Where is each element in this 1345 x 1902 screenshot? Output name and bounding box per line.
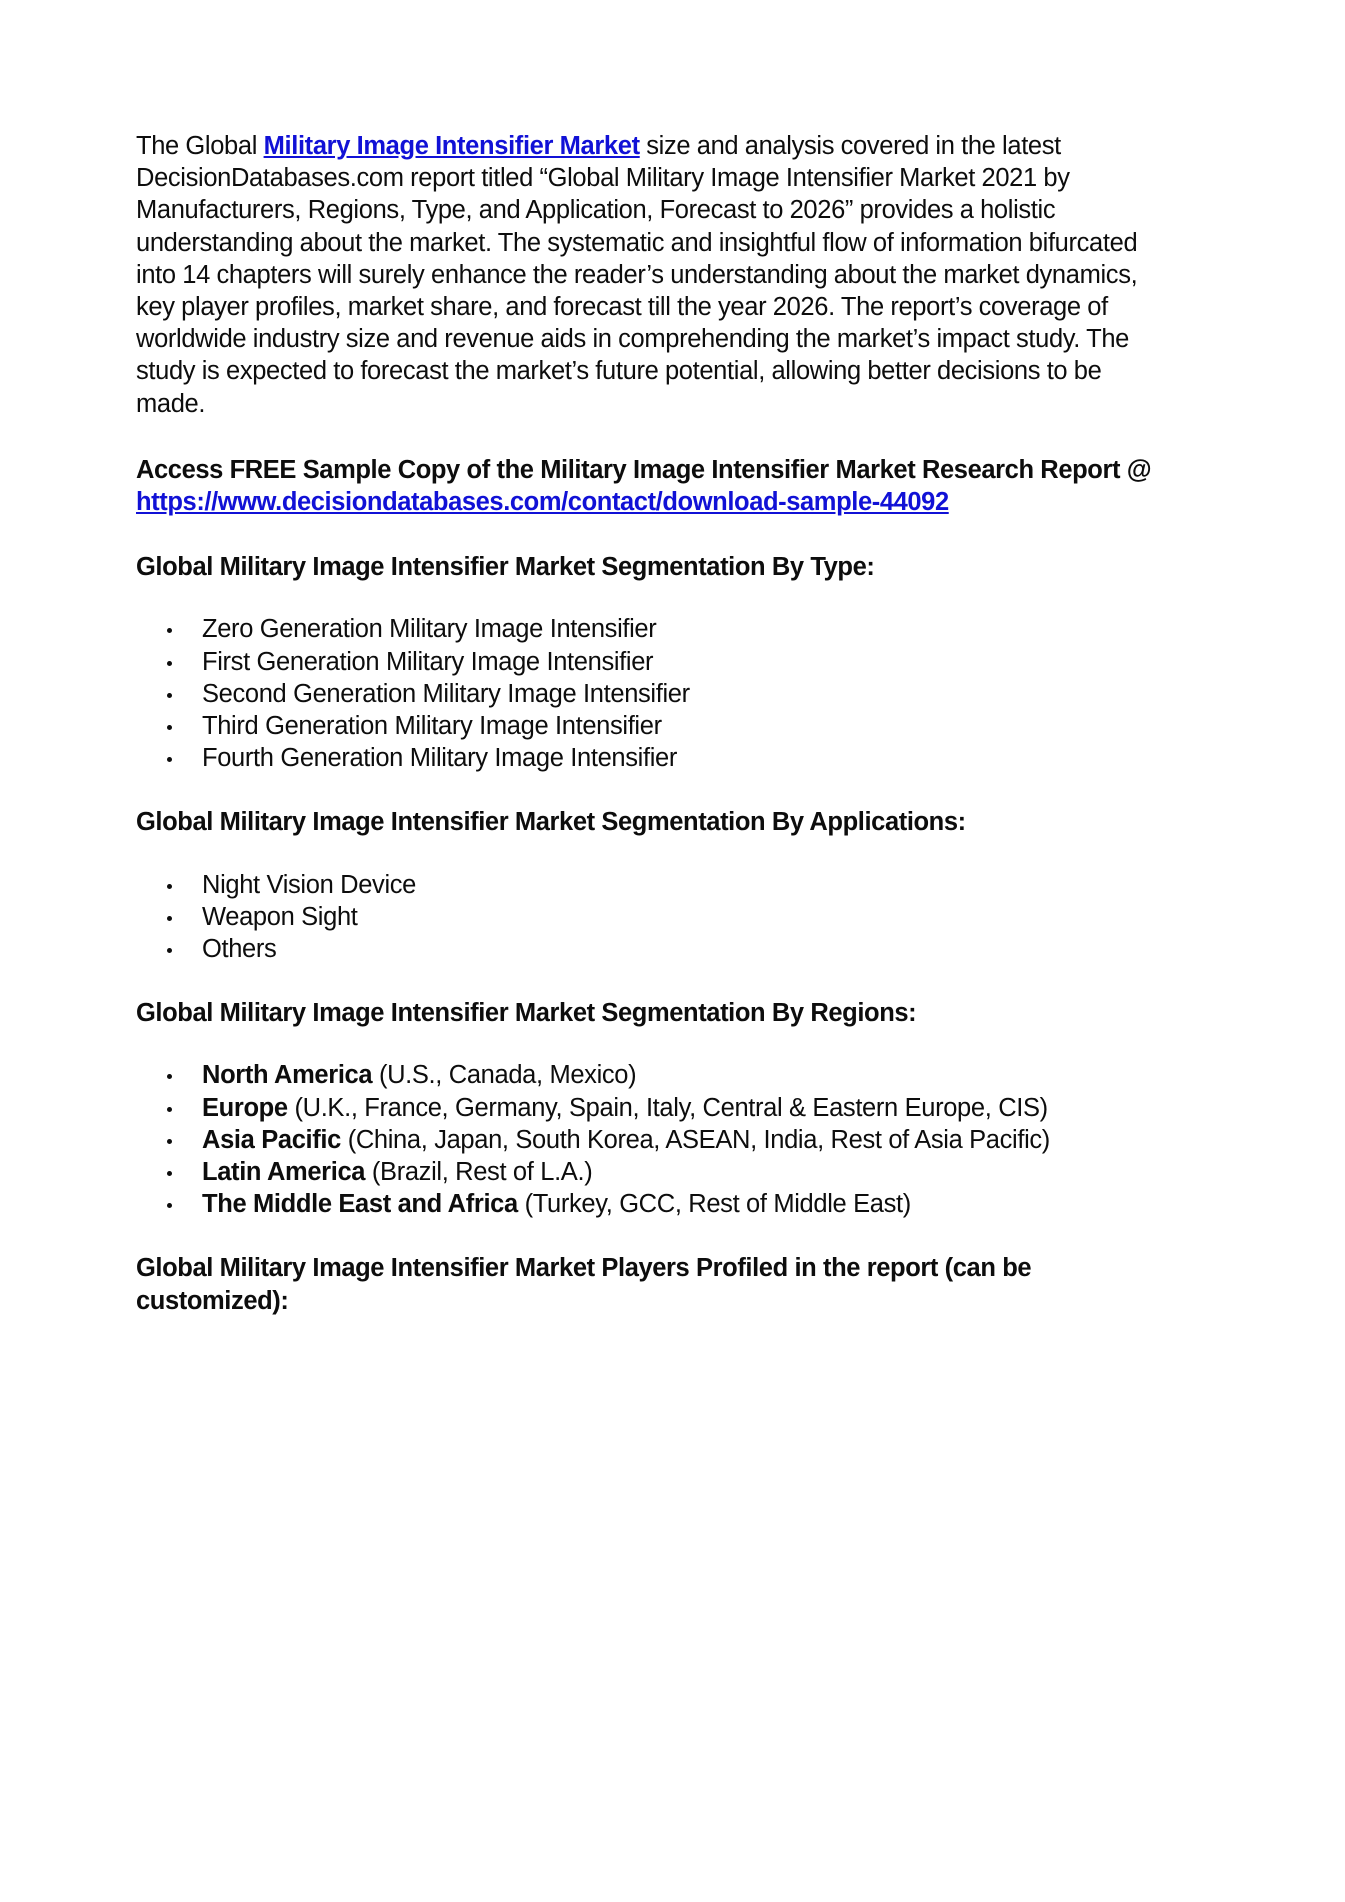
region-countries: (U.K., France, Germany, Spain, Italy, Central & Eastern Europe, CIS) [287,1093,1048,1122]
list-item [164,1156,1155,1188]
region-countries: (Turkey, GCC, Rest of Middle East) [517,1190,911,1219]
segmentation-by-regions-heading: Global Military Image Intensifier Market Segmentation By Regions: [136,999,917,1028]
region-name: Europe [202,1093,288,1122]
intro-prefix: The Global [136,132,264,160]
list-item [164,869,1155,901]
segmentation-by-applications-list [136,869,1155,966]
region-countries: (U.S., Canada, Mexico) [372,1061,637,1090]
list-item-label: First Generation Military Image Intensifier [202,647,654,676]
region-countries: (China, Japan, South Korea, ASEAN, India, Rest of Asia Pacific) [340,1125,1050,1154]
region-name: Asia Pacific [202,1125,341,1154]
players-profiled-heading: Global Military Image Intensifier Market Players Profiled in the report (can be customized): [136,1254,1032,1315]
region-name: North America [202,1061,373,1090]
list-item-label: Third Generation Military Image Intensifier [202,712,662,741]
sample-access-label: Access FREE Sample Copy of the Military Image Intensifier Market Research Report @ [136,455,1152,484]
list-item-label: Zero Generation Military Image Intensifier [202,615,657,644]
list-item [164,901,1155,933]
list-item-label: Weapon Sight [202,902,358,931]
download-sample-url-link[interactable]: https://www.decisiondatabases.com/contact/download-sample-44092 [136,488,949,517]
list-item [164,678,1155,710]
list-item-label: Fourth Generation Military Image Intensifier [202,744,677,773]
list-item [164,646,1155,678]
region-name: The Middle East and Africa [202,1190,518,1219]
list-item [164,1059,1155,1091]
list-item [164,933,1155,965]
segmentation-by-type-heading: Global Military Image Intensifier Market Segmentation By Type: [136,553,875,582]
intro-paragraph [136,130,1155,420]
sample-access-paragraph [136,454,1155,518]
list-item-label: Second Generation Military Image Intensifier [202,679,690,708]
segmentation-by-type-list [136,613,1155,774]
region-countries: (Brazil, Rest of L.A.) [365,1158,593,1187]
region-name: Latin America [202,1158,366,1187]
list-item [164,710,1155,742]
list-item [164,1092,1155,1124]
list-item-label: Others [202,935,277,964]
list-item-label: Night Vision Device [202,870,416,899]
list-item [164,1188,1155,1220]
military-image-intensifier-market-link[interactable]: Military Image Intensifier Market [263,132,640,160]
list-item [164,613,1155,645]
intro-rest: size and analysis covered in the latest DecisionDatabases.com report titled “Global Military Image Intensifier Market 2021 by Manufacturers, Regions, Type, and Application, Forecast to 2026” provides a holistic understanding about the market. The systematic and insightful flow of information bifurcated into 14 chapters will surely enhance the reader’s understanding about the market dynamics, key player profiles, market share, and forecast till the year 2026. The report’s coverage of worldwide industry size and revenue aids in comprehending the market’s impact study. The study is expected to forecast the market’s future potential, allowing better decisions to be made. [136,132,1138,418]
list-item [164,1124,1155,1156]
segmentation-by-regions-list [136,1059,1155,1220]
list-item [164,742,1155,774]
segmentation-by-applications-heading: Global Military Image Intensifier Market Segmentation By Applications: [136,808,966,837]
